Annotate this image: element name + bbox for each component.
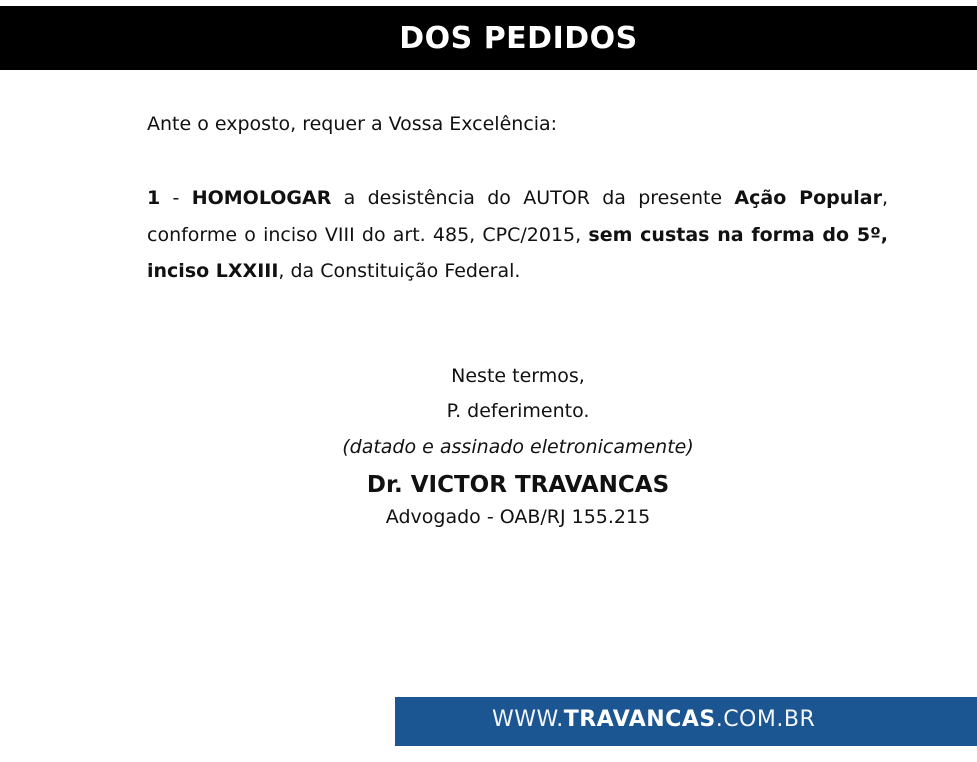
signature-name: Dr. VICTOR TRAVANCAS [366,472,670,498]
url-suffix: .COM.BR [715,707,816,732]
request-text-3: , da Constituição Federal. [278,260,521,282]
request-verb: HOMOLOGAR [191,187,332,209]
website-link[interactable] [492,707,815,732]
request-text-2: , conforme o inciso VIII do art. 485, CPC/2015, [147,187,888,246]
section-title: DOS PEDIDOS [399,20,638,56]
signature-role: Advogado - OAB/RJ 155.215 [385,506,651,528]
request-text-1: a desistência do AUTOR da presente [331,187,735,209]
closing-line-1: Neste termos, [451,365,585,387]
request-separator: - [160,187,192,209]
section-header-bar [0,6,977,70]
request-item-1 [147,180,888,290]
intro-paragraph: Ante o exposto, requer a Vossa Excelência: [147,113,558,135]
request-action-name: Ação Popular [734,187,882,209]
request-bold-clause: sem custas na forma do 5º, inciso LXXIII [147,223,889,282]
closing-line-2: P. deferimento. [446,400,590,422]
url-prefix: WWW. [492,707,564,732]
request-number: 1 [147,187,161,209]
closing-line-3: (datado e assinado eletronicamente) [342,436,694,458]
url-brand: TRAVANCAS [563,707,716,732]
footer-banner [395,697,977,746]
